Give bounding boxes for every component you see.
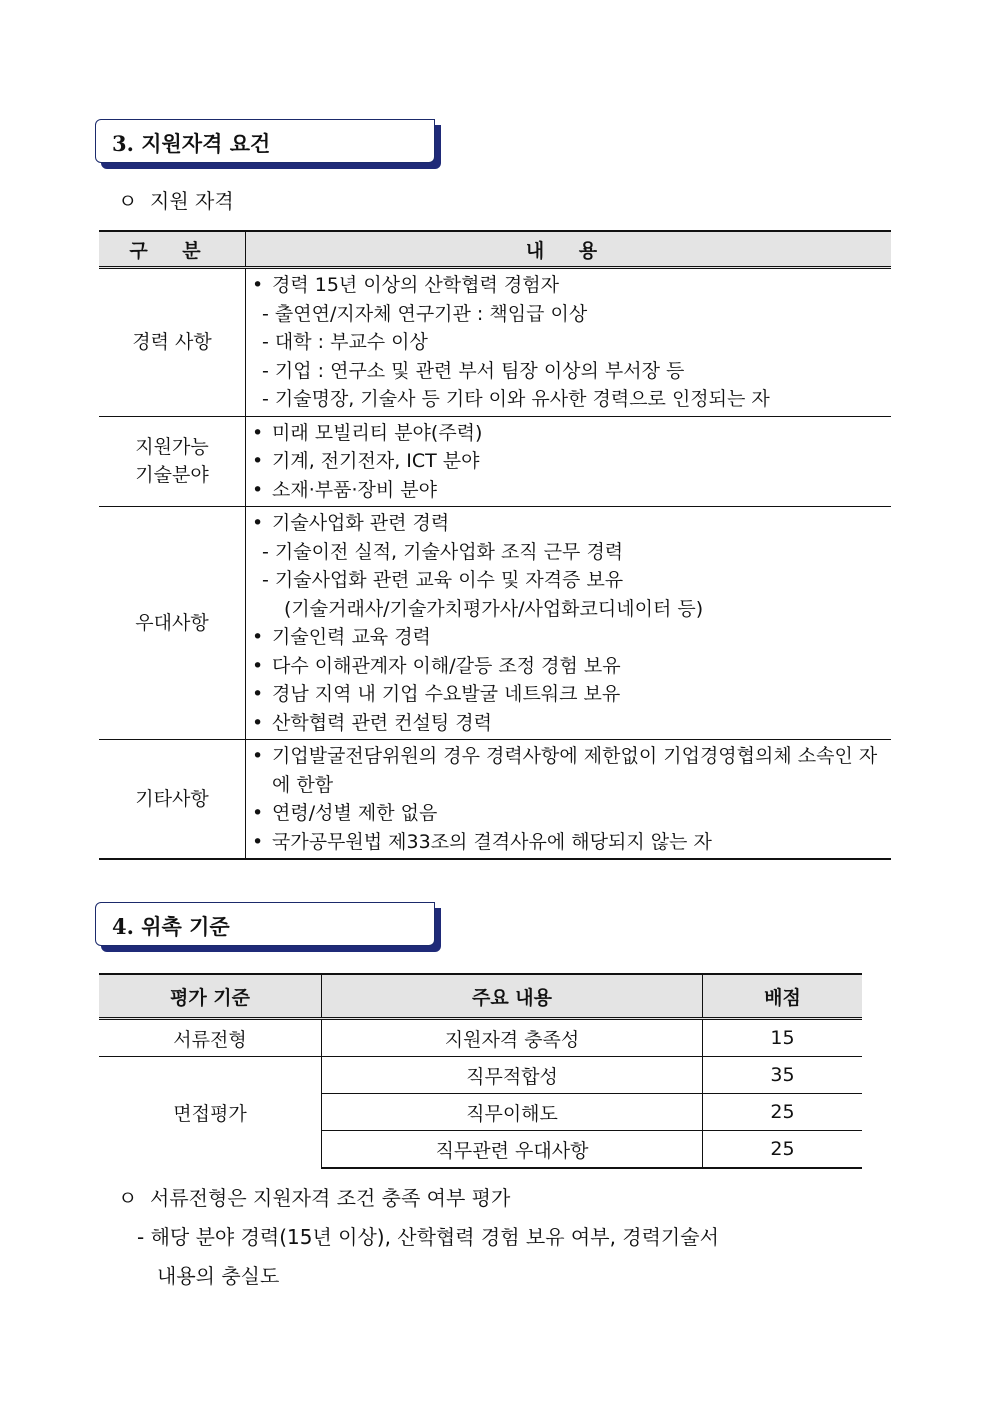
header-criteria: 평가 기준 [99,974,322,1019]
bullet-item: • 다수 이해관계자 이해/갈등 조정 경험 보유 [250,652,887,681]
evaluation-note-sub-line1: - 해당 분야 경력(15년 이상), 산학협력 경험 보유 여부, 경력기술서 [137,1225,719,1249]
bullet-item: • 기술사업화 관련 경력 [250,509,887,538]
note-text: 서류전형은 지원자격 조건 충족 여부 평가 [150,1186,511,1210]
bullet-dot-icon: • [252,421,264,444]
table-row [99,1057,862,1094]
table-row [99,1019,862,1057]
content-cell: 직무이해도 [322,1094,703,1131]
criteria-cell: 면접평가 [99,1057,322,1169]
content-cell: 직무적합성 [322,1057,703,1094]
section-4-heading-box [95,902,435,946]
row-content [246,416,892,507]
bullet-dot-icon: • [252,683,264,705]
section-4-title: 4. 위촉 기준 [112,914,230,939]
qualification-subtitle [118,185,234,214]
sub-item: - 기업 : 연구소 및 관련 부서 팀장 이상의 부서장 등 [262,359,685,382]
evaluation-note-sub-line2: 내용의 충실도 [157,1264,280,1288]
section-3-title: 3. 지원자격 요건 [112,131,271,156]
table-row [99,740,891,860]
bullet-dot-icon: • [252,626,264,648]
evaluation-note [118,1182,510,1211]
score-cell: 25 [703,1131,863,1169]
table-row [99,268,891,417]
header-content: 내 용 [246,231,892,268]
sub-item: (기술거래사/기술가치평가사/사업화코디네이터 등) [284,597,704,620]
bullet-dot-icon: • [252,274,264,296]
score-cell: 15 [703,1019,863,1057]
bullet-item: • 기술인력 교육 경력 [250,623,887,652]
row-label: 경력 사항 [99,268,246,417]
bullet-dot-icon: • [252,654,264,677]
bullet-dot-icon: • [252,450,264,472]
circle-bullet-icon: ㅇ [118,189,138,213]
bullet-item: • 국가공무원법 제33조의 결격사유에 해당되지 않는 자 [250,828,887,857]
circle-bullet-icon: ㅇ [118,1186,138,1210]
criteria-cell: 서류전형 [99,1019,322,1057]
sub-item: - 대학 : 부교수 이상 [262,331,428,353]
appointment-criteria-table [99,973,862,1169]
bullet-item: • 산학협력 관련 컨설팅 경력 [250,709,887,738]
bullet-item: • 미래 모빌리티 분야(주력) [250,419,887,448]
row-content [246,507,892,740]
bullet-item: • 연령/성별 제한 없음 [250,799,887,828]
bullet-item: • 소재·부품·장비 분야 [250,476,887,505]
sub-item: - 기술사업화 관련 교육 이수 및 자격증 보유 [262,569,624,591]
table-row [99,507,891,740]
row-label: 우대사항 [99,507,246,740]
table-row [99,416,891,507]
bullet-item: • 기업발굴전담위원의 경우 경력사항에 제한없이 기업경영협의체 소속인 자에 한함 [250,742,887,799]
subtitle-text: 지원 자격 [150,189,234,213]
sub-item: - 기술명장, 기술사 등 기타 이와 유사한 경력으로 인정되는 자 [262,388,770,410]
bullet-item: • 기계, 전기전자, ICT 분야 [250,447,887,476]
score-cell: 25 [703,1094,863,1131]
sub-item: - 출연연/지자체 연구기관 : 책임급 이상 [262,302,588,325]
bullet-dot-icon: • [252,802,264,824]
qualification-table [99,230,891,860]
row-content [246,740,892,860]
bullet-item: • 경력 15년 이상의 산학협력 경험자 [250,271,887,300]
content-cell: 지원자격 충족성 [322,1019,703,1057]
bullet-dot-icon: • [252,711,264,734]
bullet-dot-icon: • [252,512,264,534]
row-label: 지원가능 기술분야 [99,416,246,507]
score-cell: 35 [703,1057,863,1094]
section-3-heading-box [95,119,435,163]
bullet-item: • 경남 지역 내 기업 수요발굴 네트워크 보유 [250,680,887,709]
bullet-dot-icon: • [252,745,264,767]
content-cell: 직무관련 우대사항 [322,1131,703,1169]
row-label: 기타사항 [99,740,246,860]
header-main-content: 주요 내용 [322,974,703,1019]
header-category: 구 분 [99,231,246,268]
row-content [246,268,892,417]
bullet-dot-icon: • [252,830,264,853]
header-score: 배점 [703,974,863,1019]
sub-item: - 기술이전 실적, 기술사업화 조직 근무 경력 [262,540,624,563]
bullet-dot-icon: • [252,478,264,501]
